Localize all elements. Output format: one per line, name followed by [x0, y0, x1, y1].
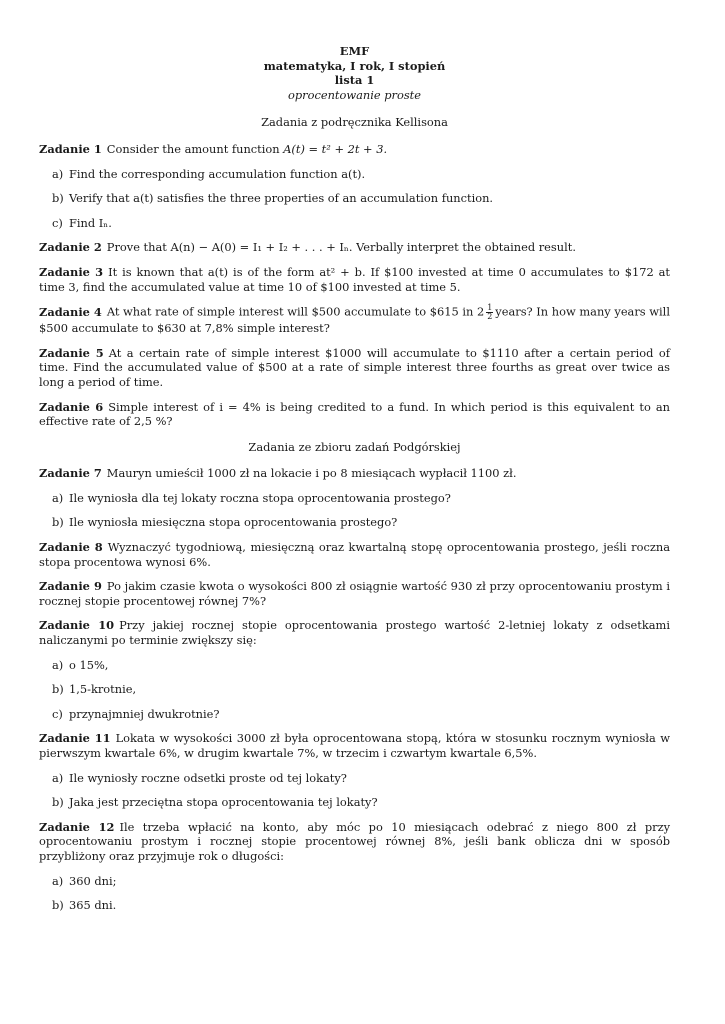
subtask-label: a) — [52, 873, 64, 888]
task-11 — [39, 731, 670, 760]
task-text: Prove that A(n) − A(0) = I₁ + I₂ + . . . + Iₙ. Verbally interpret the obtained result. — [106, 240, 576, 255]
task-text-continued: years? In how many years will $500 accumulate to $630 at 7,8% simple interest? — [39, 304, 670, 336]
subtask-text: Ile wyniosły roczne odsetki proste od tej lokaty? — [69, 770, 347, 785]
section-heading-podgorska: Zadania ze zbioru zadań Podgórskiej — [248, 439, 461, 454]
task-text: Simple interest of i = 4% is being credited to a fund. In which period is this equivalent to an effective rate of 2,5 %? — [39, 399, 670, 429]
subtask-label: b) — [52, 515, 64, 530]
subtask-text: Verify that a(t) satisfies the three properties of an accumulation function. — [69, 191, 494, 206]
task-3 — [39, 265, 670, 294]
header-topic: oprocentowanie proste — [288, 87, 421, 102]
task-label: Zadanie 4 — [39, 304, 102, 319]
task-6 — [39, 400, 670, 429]
task-9 — [39, 579, 670, 608]
subtask-label: a) — [52, 490, 64, 505]
task-5 — [39, 346, 670, 390]
subtask — [52, 874, 670, 889]
task-label: Zadanie 2 — [39, 240, 102, 255]
task-text: At what rate of simple interest will $500 accumulate to $615 in 2 — [106, 304, 485, 319]
fraction-one-half — [486, 304, 493, 321]
task-label: Zadanie 12 — [39, 819, 115, 834]
task-text: Wyznaczyć tygodniową, miesięczną oraz kwartalną stopę oprocentowania prostego, jeśli roczna stopa procentowa wynosi 6%. — [39, 540, 670, 569]
subtask-text: Find Iₙ. — [69, 215, 112, 230]
subtask-label: c) — [52, 706, 63, 721]
task-2 — [39, 240, 670, 255]
task-1 — [39, 142, 670, 157]
subtask-label: a) — [52, 770, 64, 785]
subtask-text: 1,5-krotnie, — [69, 682, 137, 697]
task-text: Ile trzeba wpłacić na konto, aby móc po 10 miesiącach odebrać z niego 800 zł przy oprocentowaniu prostym i rocznej stopie procentowej równej 8%, jeśli bank oblicza dni w sposób przybliżony oraz przyjmuje rok o długości: — [39, 819, 670, 863]
task-label: Zadanie 7 — [39, 466, 102, 481]
task-formula: A(t) = t² + 2t + 3. — [283, 141, 388, 156]
subtask-text: Ile wyniosła miesięczna stopa oprocentowania prostego? — [69, 515, 398, 530]
subtask-text: Find the corresponding accumulation function a(t). — [69, 166, 366, 181]
subtask — [52, 167, 670, 182]
subtask-label: a) — [52, 166, 64, 181]
subtask — [52, 771, 670, 786]
subtask — [52, 491, 670, 506]
task-text: At a certain rate of simple interest $1000 will accumulate to $1110 after a certain period of time. Find the accumulated value of $500 at a rate of simple interest three fourths as great over twice as long a period of time. — [39, 345, 670, 389]
section-heading-kellison: Zadania z podręcznika Kellisona — [261, 115, 448, 130]
task-label: Zadanie 6 — [39, 399, 104, 414]
subtask-text: o 15%, — [69, 657, 109, 672]
subtask-text: Jaka jest przeciętna stopa oprocentowania tej lokaty? — [69, 795, 378, 810]
subtask-label: b) — [52, 898, 64, 913]
task-label: Zadanie 3 — [39, 264, 104, 279]
task-7 — [39, 466, 670, 481]
subtask-text: przynajmniej dwukrotnie? — [69, 706, 220, 721]
subtask — [52, 898, 670, 913]
subtask-label: b) — [52, 795, 64, 810]
fraction-numerator: 1 — [487, 303, 493, 313]
subtask-label: b) — [52, 191, 64, 206]
task-text: Consider the amount function — [106, 141, 284, 156]
document-header — [39, 44, 670, 102]
subtask — [52, 658, 670, 673]
subtask — [52, 515, 670, 530]
subtask — [52, 216, 670, 231]
header-list-number: lista 1 — [334, 73, 375, 88]
task-label: Zadanie 1 — [39, 141, 102, 156]
header-course-code: EMF — [339, 44, 370, 58]
subtask-text: 365 dni. — [69, 898, 117, 913]
task-text: Przy jakiej rocznej stopie oprocentowania prostego wartość 2-letniej lokaty z odsetkami naliczanymi po terminie zwiększy się: — [39, 618, 670, 648]
task-10 — [39, 618, 670, 647]
subtask — [52, 191, 670, 206]
subtask-text: 360 dni; — [69, 873, 117, 888]
task-4 — [39, 304, 670, 336]
subtask — [52, 795, 670, 810]
subtask — [52, 707, 670, 722]
subtask-label: c) — [52, 215, 63, 230]
task-label: Zadanie 8 — [39, 540, 103, 555]
subtask — [52, 682, 670, 697]
task-text: It is known that a(t) is of the form at² + b. If $100 invested at time 0 accumulates to $172 at time 3, find the accumulated value at time 10 of $100 invested at time 5. — [39, 264, 670, 294]
task-text: Lokata w wysokości 3000 zł była oprocentowana stopą, która w stosunku rocznym wyniosła w pierwszym kwartale 6%, w drugim kwartale 7%, w trzecim i czwartym kwartale 6,5%. — [39, 731, 670, 760]
subtask-label: a) — [52, 657, 64, 672]
task-12 — [39, 820, 670, 864]
task-8 — [39, 540, 670, 569]
task-label: Zadanie 11 — [39, 731, 111, 746]
task-text: Po jakim czasie kwota o wysokości 800 zł osiągnie wartość 930 zł przy oprocentowaniu prostym i rocznej stopie procentowej równej 7%? — [39, 579, 670, 608]
task-label: Zadanie 9 — [39, 579, 102, 594]
subtask-label: b) — [52, 682, 64, 697]
header-course-name: matematyka, I rok, I stopień — [263, 58, 446, 73]
fraction-denominator: 2 — [487, 312, 493, 322]
task-label: Zadanie 5 — [39, 345, 104, 360]
task-label: Zadanie 10 — [39, 618, 115, 633]
subtask-text: Ile wyniosła dla tej lokaty roczna stopa oprocentowania prostego? — [69, 490, 451, 505]
task-text: Mauryn umieścił 1000 zł na lokacie i po 8 miesiącach wypłacił 1100 zł. — [106, 466, 517, 481]
